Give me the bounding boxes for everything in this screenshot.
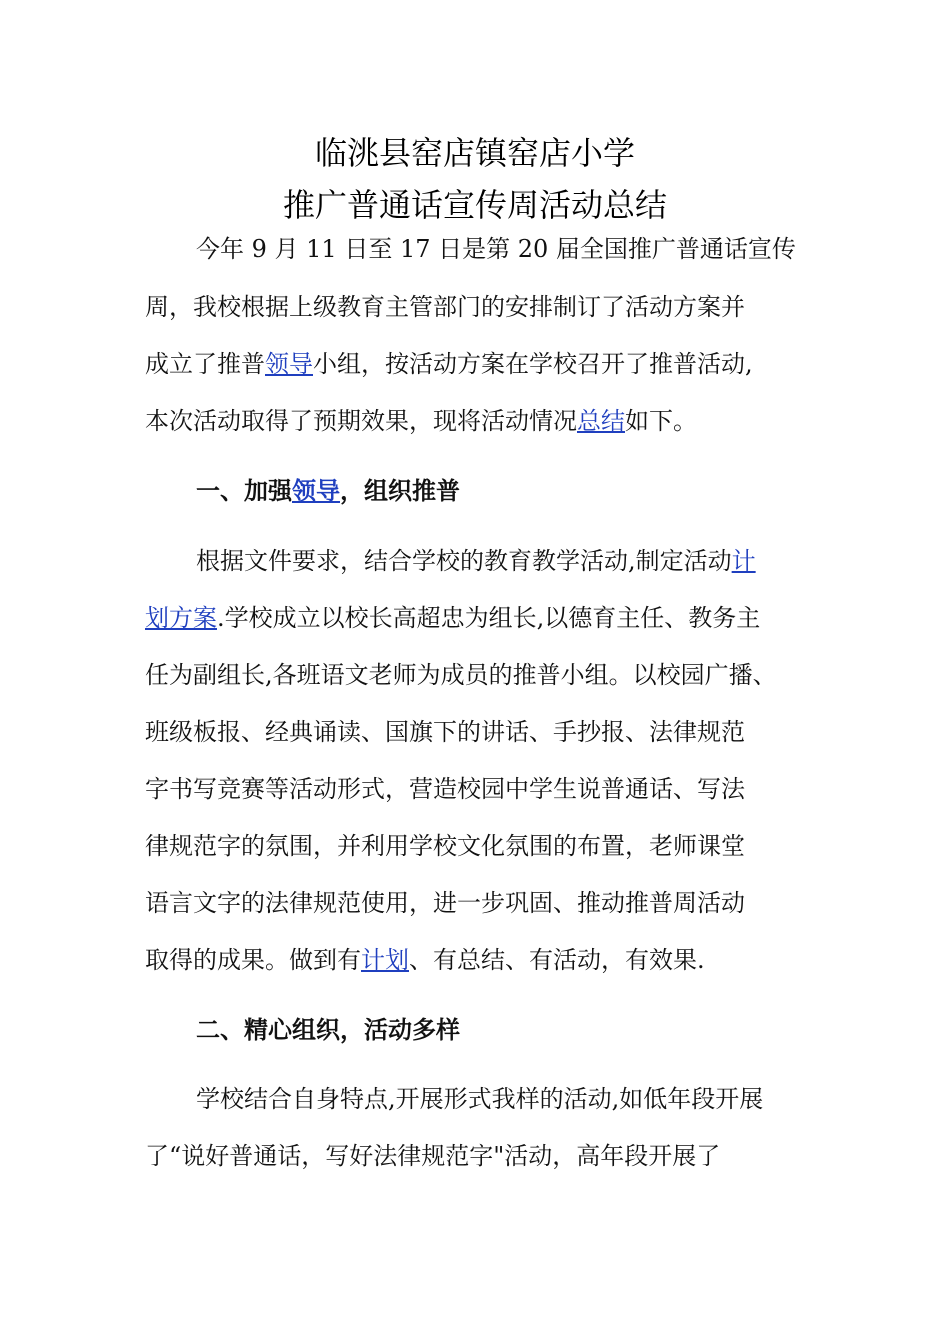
para1-line3 (145, 349, 753, 379)
heading1-text-a: 一、加强 (196, 477, 292, 505)
para2-line2-text: .学校成立以校长高超忠为组长,以德育主任、教务主 (217, 604, 761, 632)
para1-line4-text-b: 如下。 (625, 407, 697, 435)
para2-line2 (145, 603, 760, 633)
para1-line4-text-a: 本次活动取得了预期效果，现将活动情况 (145, 407, 577, 435)
link-leadership-heading[interactable]: 领导 (292, 477, 340, 505)
link-plan[interactable]: 计划 (361, 946, 409, 974)
link-leadership[interactable]: 领导 (265, 350, 313, 378)
title-report: 推广普通话宣传周活动总结 (282, 186, 667, 224)
para2-line6: 律规范字的氛围，并利用学校文化氛围的布置，老师课堂 (145, 832, 745, 860)
para1-line3-text-b: 小组，按活动方案在学校召开了推普活动, (313, 350, 753, 378)
para1-line2: 周，我校根据上级教育主管部门的安排制订了活动方案并 (145, 293, 745, 321)
link-plan-part2[interactable]: 划方案 (145, 604, 217, 632)
para3-line1: 学校结合自身特点,开展形式我样的活动,如低年段开展 (196, 1085, 764, 1113)
para2-line1-text: 根据文件要求，结合学校的教育教学活动,制定活动 (196, 547, 732, 575)
para2-line4: 班级板报、经典诵读、国旗下的讲话、手抄报、法律规范 (145, 718, 745, 746)
link-summary[interactable]: 总结 (577, 407, 625, 435)
para2-line3: 任为副组长,各班语文老师为成员的推普小组。以校园广播、 (145, 661, 777, 689)
title-school: 临洮县窑店镇窑店小学 (314, 134, 635, 172)
section-heading-2: 二、精心组织，活动多样 (196, 1016, 460, 1044)
para2-line8-text-b: 、有总结、有活动，有效果. (409, 946, 705, 974)
para3-line2: 了“说好普通话，写好法律规范字"活动，高年段开展了 (145, 1142, 721, 1170)
para2-line5: 字书写竞赛等活动形式，营造校园中学生说普通话、写法 (145, 775, 745, 803)
para2-line1 (196, 546, 756, 576)
heading1-text-b: ，组织推普 (340, 477, 460, 505)
section-heading-1 (196, 476, 460, 506)
para2-line7: 语言文字的法律规范使用，进一步巩固、推动推普周活动 (145, 889, 745, 917)
para1-line3-text-a: 成立了推普 (145, 350, 265, 378)
para1-line4 (145, 406, 697, 436)
link-plan-part1[interactable]: 计 (731, 547, 756, 575)
para2-line8-text-a: 取得的成果。做到有 (145, 946, 361, 974)
para1-line1: 今年 9 月 11 日至 17 日是第 20 届全国推广普通话宣传 (196, 235, 796, 263)
para2-line8 (145, 945, 705, 975)
